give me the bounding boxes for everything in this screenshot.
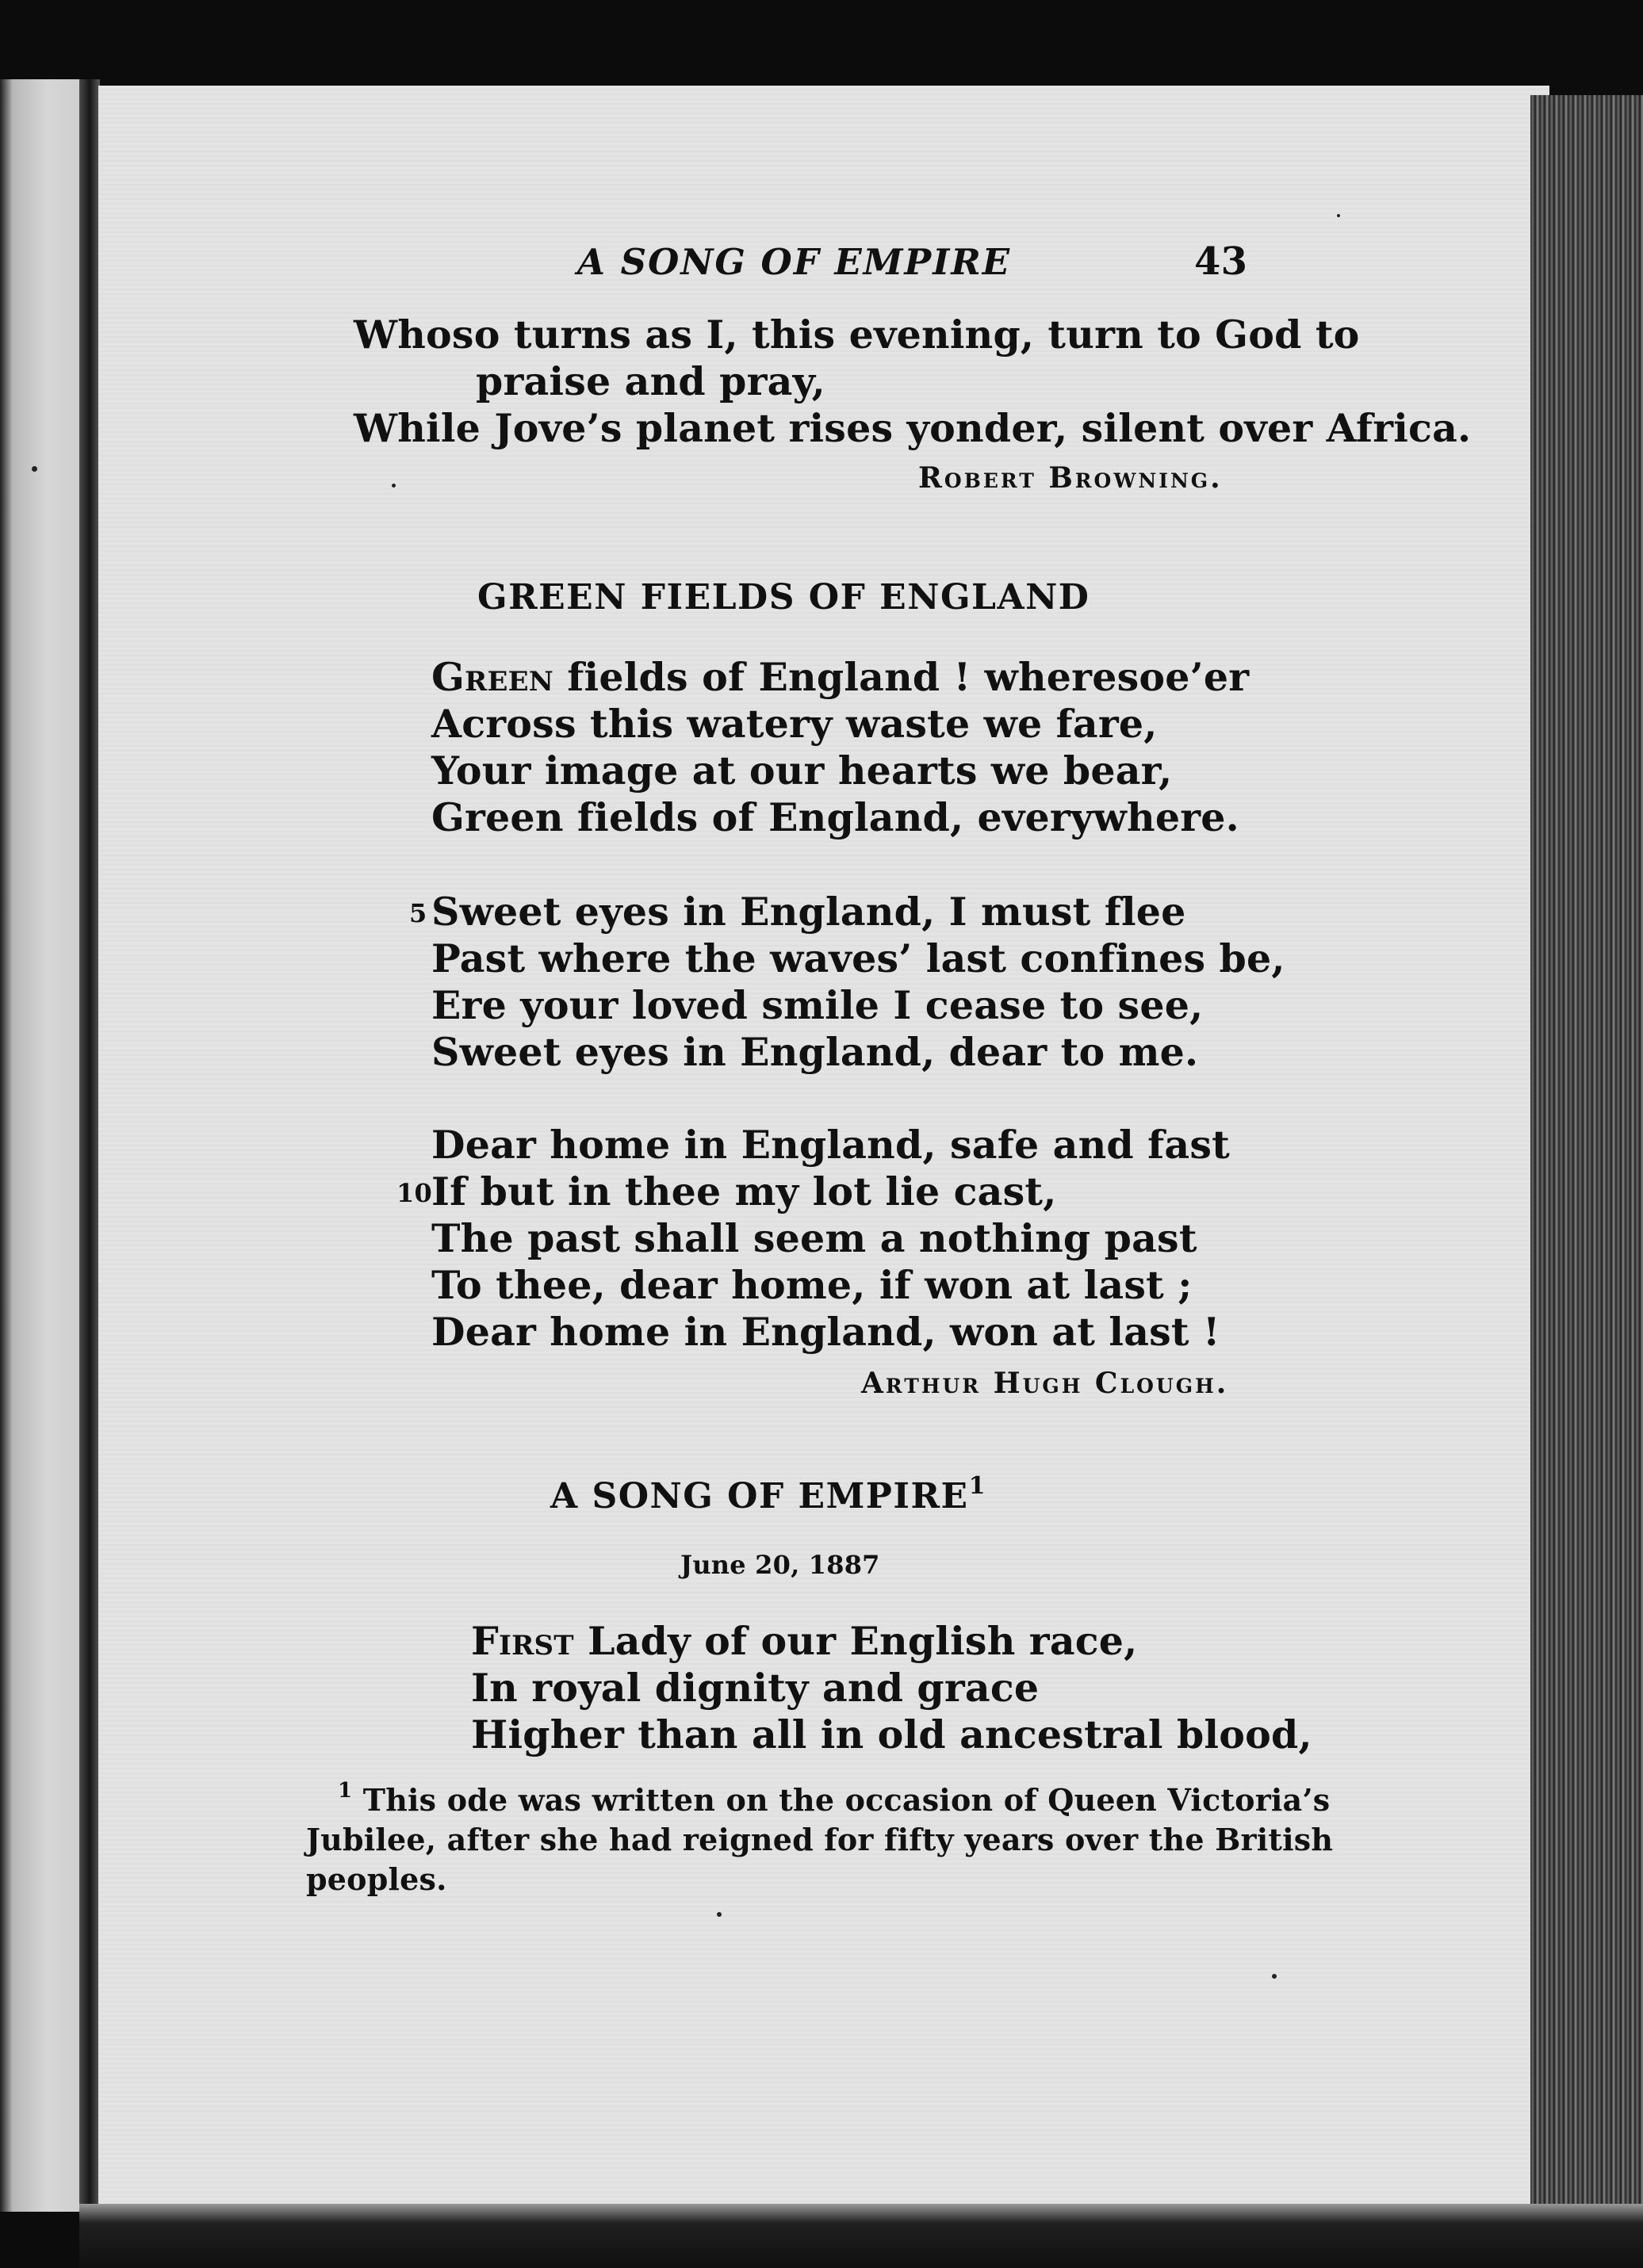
green-fields-line-6: Past where the waves’ last confines be,: [431, 935, 1285, 981]
title-text: A SONG OF EMPIRE: [550, 1476, 969, 1516]
browning-line-3: While Jove’s planet rises yonder, silent over Africa.: [354, 405, 1472, 451]
song-of-empire-date: June 20, 1887: [680, 1550, 880, 1580]
browning-line-1: Whoso turns as I, this evening, turn to God to: [354, 312, 1360, 358]
footnote-line-1: [338, 1779, 1331, 1818]
green-fields-title: GREEN FIELDS OF ENGLAND: [477, 577, 1090, 618]
line-rest: fields of England ! wheresoe’er: [553, 654, 1250, 700]
browning-attribution: Robert Browning.: [918, 461, 1223, 495]
footnote-line-2: Jubilee, after she had reigned for fifty years over the British: [306, 1822, 1334, 1857]
song-of-empire-line-1: [471, 1618, 1138, 1664]
drop-word: First: [471, 1618, 574, 1664]
footnote-line-3: peoples.: [306, 1861, 447, 1897]
footnote-mark: 1: [968, 1472, 986, 1500]
green-fields-line-8: Sweet eyes in England, dear to me.: [431, 1029, 1199, 1075]
green-fields-line-5: Sweet eyes in England, I must flee: [431, 889, 1186, 935]
green-fields-line-12: To thee, dear home, if won at last ;: [431, 1262, 1193, 1308]
browning-line-2: praise and pray,: [476, 358, 825, 404]
green-fields-line-2: Across this watery waste we fare,: [431, 701, 1158, 747]
clough-attribution: Arthur Hugh Clough.: [861, 1367, 1229, 1400]
running-head-title: A SONG OF EMPIRE: [577, 241, 1012, 283]
song-of-empire-line-2: In royal dignity and grace: [471, 1665, 1040, 1711]
green-fields-line-7: Ere your loved smile I cease to see,: [431, 982, 1204, 1028]
line-number-5: 5: [409, 898, 427, 928]
song-of-empire-line-3: Higher than all in old ancestral blood,: [471, 1712, 1312, 1757]
green-fields-line-13: Dear home in England, won at last !: [431, 1309, 1220, 1355]
line-number-10: 10: [396, 1178, 432, 1208]
green-fields-line-11: The past shall seem a nothing past: [431, 1215, 1197, 1261]
line-rest: Lady of our English race,: [573, 1618, 1138, 1664]
footnote-number: 1: [338, 1779, 353, 1803]
song-of-empire-title: [550, 1472, 986, 1516]
drop-word: Green: [431, 654, 554, 700]
page-number: 43: [1194, 239, 1248, 284]
green-fields-line-4: Green fields of England, everywhere.: [431, 794, 1239, 840]
green-fields-line-9: Dear home in England, safe and fast: [431, 1122, 1230, 1168]
green-fields-line-3: Your image at our hearts we bear,: [431, 748, 1173, 794]
green-fields-line-10: If but in thee my lot lie cast,: [431, 1168, 1057, 1214]
green-fields-line-1: [431, 654, 1250, 700]
footnote-text: This ode was written on the occasion of Queen Victoria’s: [362, 1782, 1331, 1818]
